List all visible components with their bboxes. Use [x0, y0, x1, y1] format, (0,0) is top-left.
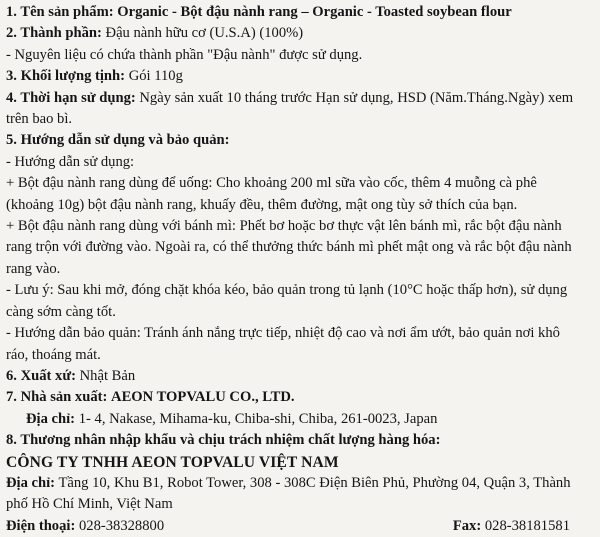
drink-instruction-2: (khoảng 10g) bột đậu nành rang, khuấy đều, thêm đường, mật ong tùy sở thích của bạn.	[6, 196, 518, 213]
fax-value: 028-38181581	[484, 517, 570, 534]
drink-instruction-1: + Bột đậu nành rang dùng để uống: Cho khoảng 200 ml sữa vào cốc, thêm 4 muỗng cà phê	[6, 175, 537, 192]
manufacturer-row	[6, 387, 594, 408]
phone-value: 028-38328800	[78, 517, 165, 534]
bread-instruction-2: rang trộn với đường vào. Ngoài ra, có thể thưởng thức bánh mì phết mật ong và rắc bột đậu nành	[6, 239, 572, 256]
shelf-life-row	[6, 88, 594, 109]
net-weight-value: Gói 110g	[128, 68, 183, 85]
bread-instruction-1: + Bột đậu nành rang dùng với bánh mì: Phết bơ hoặc bơ thực vật lên bánh mì, rắc bột đậu nành	[6, 218, 562, 235]
note-2: càng sớm càng tốt.	[6, 303, 116, 320]
origin-label: 6. Xuất xứ:	[6, 367, 76, 384]
manufacturer-address-label: Địa chỉ:	[26, 410, 76, 427]
ingredients-value: Đậu nành hữu cơ (U.S.A) (100%)	[105, 25, 304, 42]
shelf-life-label: 4. Thời hạn sử dụng:	[6, 89, 136, 106]
phone-label: Điện thoại:	[6, 517, 76, 534]
manufacturer-address: 1- 4, Nakase, Mihama-ku, Chiba-shi, Chiba, 261-0023, Japan	[78, 410, 438, 427]
usage-storage-heading: 5. Hướng dẫn sử dụng và bảo quản:	[6, 132, 230, 149]
origin-row	[6, 366, 594, 387]
fax-group	[453, 516, 570, 537]
product-name-value: Organic - Bột đậu nành rang – Organic - Toasted soybean flour	[117, 4, 512, 20]
manufacturer-label: 7. Nhà sản xuất:	[6, 389, 108, 406]
importer-address-1: Tầng 10, Khu B1, Robot Tower, 308 - 308C Điện Biên Phủ, Phường 04, Quận 3, Thành	[58, 474, 571, 491]
storage-1: - Hướng dẫn bảo quản: Tránh ánh nắng trực tiếp, nhiệt độ cao và nơi ẩm ướt, bảo quản nơi khô	[6, 325, 560, 342]
bread-instruction-3: rang vào.	[6, 260, 61, 277]
shelf-life-value: Ngày sản xuất 10 tháng trước Hạn sử dụng, HSD (Năm.Tháng.Ngày) xem	[139, 89, 574, 106]
importer-address-2: phố Hồ Chí Minh, Việt Nam	[6, 496, 173, 513]
fax-label: Fax:	[452, 517, 482, 534]
ingredients-note: - Nguyên liệu có chứa thành phần "Đậu nành" được sử dụng.	[6, 46, 363, 63]
manufacturer-address-row	[6, 409, 594, 430]
origin-value: Nhật Bản	[79, 367, 136, 384]
net-weight-row	[6, 66, 594, 87]
product-name-label: 1. Tên sản phẩm:	[6, 4, 114, 20]
product-name-row	[6, 2, 594, 23]
note-1: - Lưu ý: Sau khi mở, đóng chặt khóa kéo, bảo quản trong tủ lạnh (10°C hoặc thấp hơn), sử dụng	[6, 282, 568, 299]
shelf-life-cont: trên bao bì.	[6, 111, 73, 128]
importer-address-label: Địa chỉ:	[6, 474, 56, 491]
net-weight-label: 3. Khối lượng tịnh:	[6, 68, 126, 85]
storage-2: ráo, thoáng mát.	[6, 346, 101, 363]
ingredients-row	[6, 23, 594, 44]
importer-company: CÔNG TY TNHH AEON TOPVALU VIỆT NAM	[6, 453, 339, 471]
importer-heading: 8. Thương nhân nhập khẩu và chịu trách nhiệm chất lượng hàng hóa:	[6, 432, 441, 449]
manufacturer-value: AEON TOPVALU CO., LTD.	[111, 389, 295, 406]
ingredients-label: 2. Thành phần:	[6, 25, 102, 42]
contact-row	[6, 516, 594, 537]
importer-address-row	[6, 473, 594, 494]
usage-subheading: - Hướng dẫn sử dụng:	[6, 153, 135, 170]
phone-group	[6, 516, 164, 537]
